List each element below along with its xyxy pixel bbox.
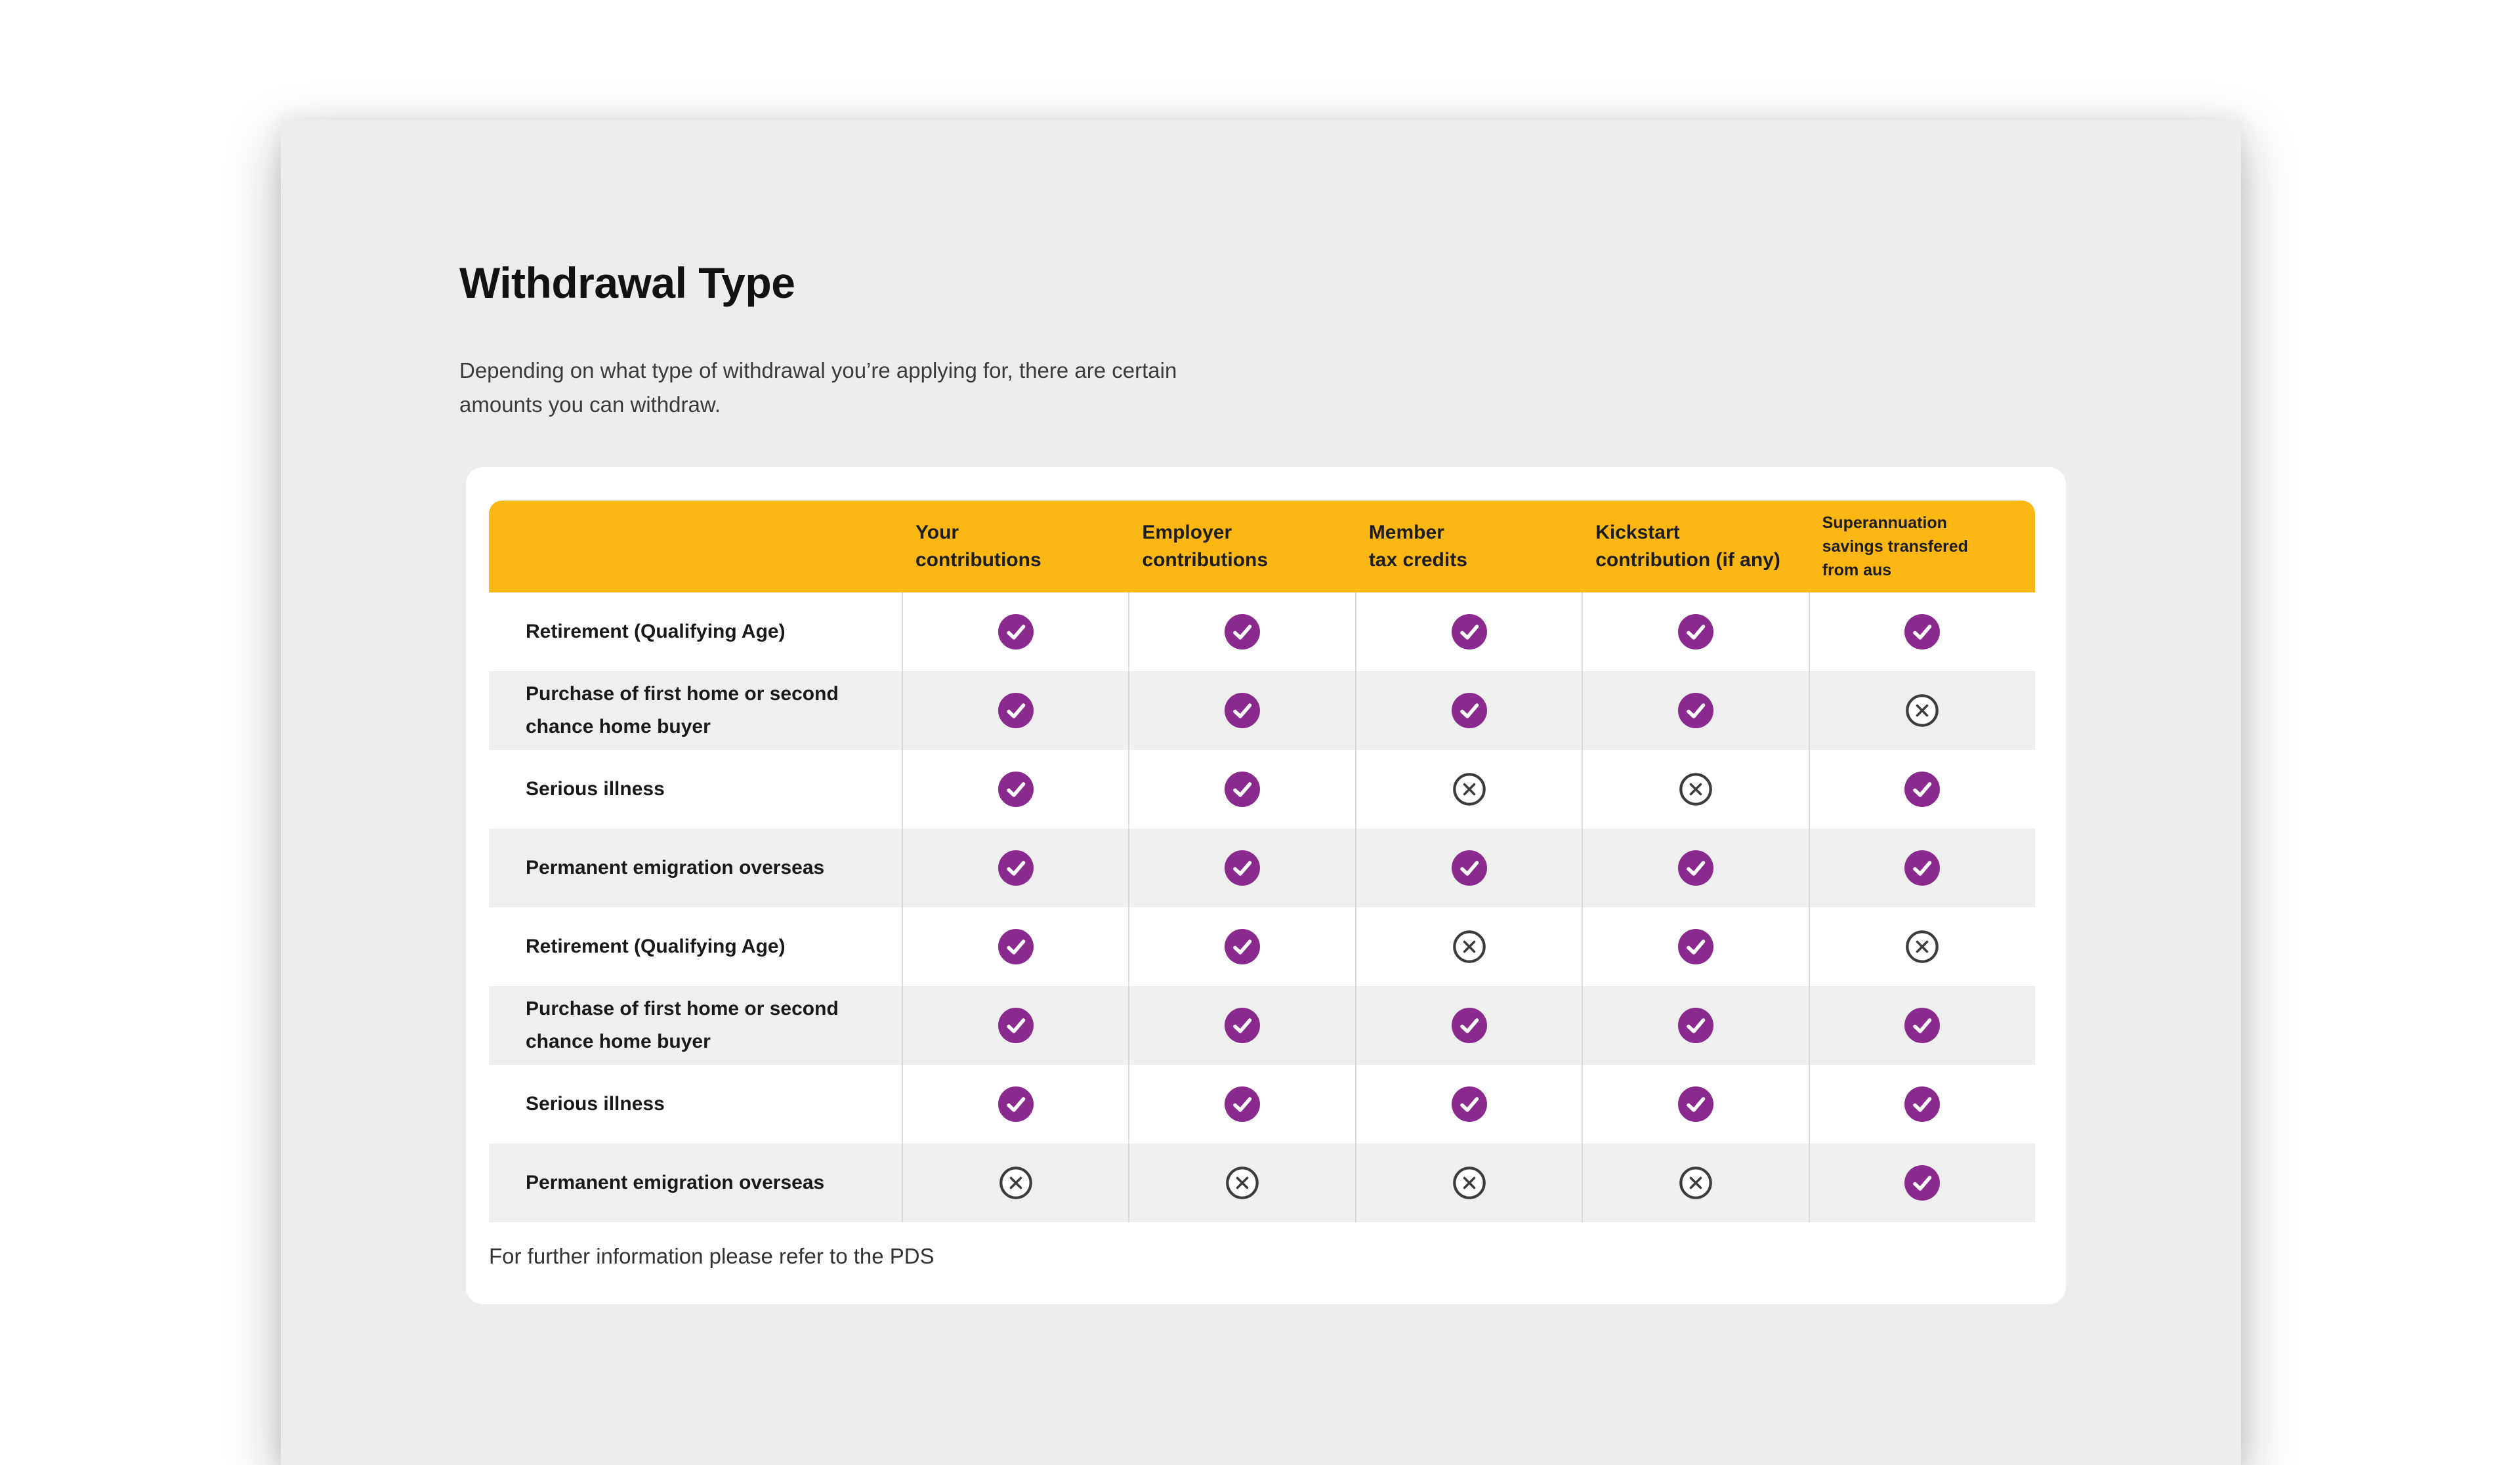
table-cell xyxy=(1809,986,2035,1065)
row-label: Permanent emigration overseas xyxy=(526,857,825,878)
table-cell xyxy=(1355,829,1582,907)
column-header-your-contributions: Your contributions xyxy=(915,522,1041,571)
table-row xyxy=(489,1065,2035,1144)
check-circle-icon xyxy=(1678,693,1713,728)
row-label: Retirement (Qualifying Age) xyxy=(526,936,786,957)
check-circle-icon xyxy=(1225,614,1260,650)
withdrawal-table-card xyxy=(466,467,2066,1304)
table-cell xyxy=(1128,592,1354,671)
table-row xyxy=(489,1144,2035,1222)
row-label: Permanent emigration overseas xyxy=(526,1172,825,1193)
cross-circle-icon xyxy=(1453,930,1486,963)
table-cell xyxy=(1809,829,2035,907)
check-circle-icon xyxy=(1225,850,1260,886)
check-circle-icon xyxy=(1678,929,1713,964)
check-circle-icon xyxy=(1225,929,1260,964)
check-circle-icon xyxy=(1678,850,1713,886)
column-header-kickstart-contribution: Kickstart contribution (if any) xyxy=(1595,522,1780,571)
page-description: Depending on what type of withdrawal you’re applying for, there are certain amounts you can withdraw. xyxy=(459,358,1177,417)
check-circle-icon xyxy=(998,772,1034,807)
table-cell xyxy=(1128,1065,1354,1144)
page-title: Withdrawal Type xyxy=(459,258,795,307)
check-circle-icon xyxy=(1225,693,1260,728)
table-cell xyxy=(1582,1144,1808,1222)
withdrawal-table xyxy=(489,501,2035,1269)
table-cell xyxy=(1809,671,2035,750)
check-circle-icon xyxy=(1678,1008,1713,1043)
cross-circle-icon xyxy=(1453,773,1486,806)
table-cell xyxy=(1809,907,2035,986)
row-label: Purchase of first home or second chance home buyer xyxy=(526,683,839,737)
check-circle-icon xyxy=(998,1008,1034,1043)
check-circle-icon xyxy=(998,850,1034,886)
check-circle-icon xyxy=(1904,614,1940,650)
table-cell xyxy=(1582,986,1808,1065)
table-footnote: For further information please refer to the PDS xyxy=(489,1244,934,1268)
column-header-member-tax-credits: Member tax credits xyxy=(1368,522,1467,571)
table-cell xyxy=(902,907,1128,986)
check-circle-icon xyxy=(1904,1165,1940,1201)
table-row xyxy=(489,829,2035,907)
table-cell xyxy=(1128,671,1354,750)
table-cell xyxy=(1355,592,1582,671)
cross-circle-icon xyxy=(999,1166,1032,1199)
header-spacer-cell xyxy=(489,501,902,592)
table-cell xyxy=(902,592,1128,671)
table-cell xyxy=(1128,1144,1354,1222)
table-cell xyxy=(1582,750,1808,829)
table-cell xyxy=(902,671,1128,750)
check-circle-icon xyxy=(998,1086,1034,1122)
table-cell xyxy=(1355,1144,1582,1222)
table-row xyxy=(489,907,2035,986)
check-circle-icon xyxy=(1678,1086,1713,1122)
table-cell xyxy=(1128,829,1354,907)
column-header-employer-contributions: Employer contributions xyxy=(1142,522,1269,571)
check-circle-icon xyxy=(1225,1008,1260,1043)
cross-circle-icon xyxy=(1453,1166,1486,1199)
content-panel xyxy=(281,120,2241,1465)
cross-circle-icon xyxy=(1906,694,1939,727)
check-circle-icon xyxy=(1904,772,1940,807)
table-cell xyxy=(1128,986,1354,1065)
check-circle-icon xyxy=(1225,1086,1260,1122)
table-cell xyxy=(1582,592,1808,671)
table-cell xyxy=(1582,671,1808,750)
table-cell xyxy=(902,986,1128,1065)
table-cell xyxy=(902,1065,1128,1144)
check-circle-icon xyxy=(998,693,1034,728)
table-cell xyxy=(1355,986,1582,1065)
check-circle-icon xyxy=(1225,772,1260,807)
check-circle-icon xyxy=(1904,1008,1940,1043)
cross-circle-icon xyxy=(1906,930,1939,963)
table-header-row xyxy=(489,501,2035,592)
check-circle-icon xyxy=(1452,614,1487,650)
row-label: Serious illness xyxy=(526,778,665,800)
table-cell xyxy=(1128,750,1354,829)
row-label: Serious illness xyxy=(526,1093,665,1115)
table-row xyxy=(489,750,2035,829)
row-label: Retirement (Qualifying Age) xyxy=(526,621,786,642)
cross-circle-icon xyxy=(1679,1166,1712,1199)
table-cell xyxy=(1355,750,1582,829)
column-header-superannuation-savings: Superannuation savings transfered from aus xyxy=(1822,514,1968,579)
table-cell xyxy=(1582,829,1808,907)
check-circle-icon xyxy=(1904,1086,1940,1122)
cross-circle-icon xyxy=(1679,773,1712,806)
table-cell xyxy=(902,750,1128,829)
table-cell xyxy=(1582,907,1808,986)
table-cell xyxy=(1809,1144,2035,1222)
check-circle-icon xyxy=(1452,850,1487,886)
check-circle-icon xyxy=(1678,614,1713,650)
table-row xyxy=(489,671,2035,750)
table-cell xyxy=(1355,907,1582,986)
row-label: Purchase of first home or second chance home buyer xyxy=(526,998,839,1052)
table-cell xyxy=(1582,1065,1808,1144)
cross-circle-icon xyxy=(1226,1166,1259,1199)
table-cell xyxy=(1355,671,1582,750)
table-row xyxy=(489,986,2035,1065)
table-cell xyxy=(902,829,1128,907)
table-body xyxy=(489,592,2035,1222)
table-cell xyxy=(1128,907,1354,986)
check-circle-icon xyxy=(1452,693,1487,728)
check-circle-icon xyxy=(998,929,1034,964)
table-cell xyxy=(1809,1065,2035,1144)
table-cell xyxy=(902,1144,1128,1222)
check-circle-icon xyxy=(1452,1008,1487,1043)
table-cell xyxy=(1355,1065,1582,1144)
table-cell xyxy=(1809,592,2035,671)
check-circle-icon xyxy=(1452,1086,1487,1122)
table-cell xyxy=(1809,750,2035,829)
check-circle-icon xyxy=(1904,850,1940,886)
check-circle-icon xyxy=(998,614,1034,650)
table-row xyxy=(489,592,2035,671)
